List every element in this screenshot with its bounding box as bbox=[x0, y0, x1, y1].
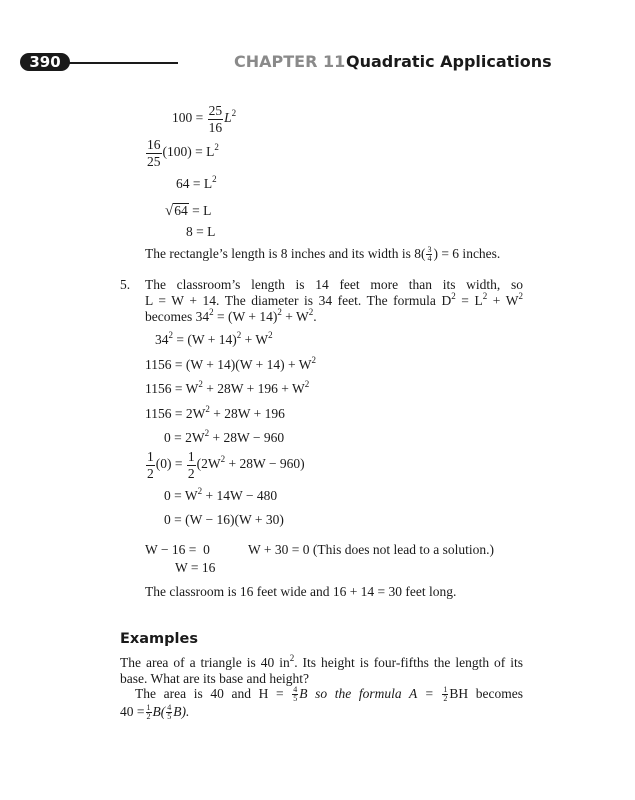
p5-equation-6: $\frac{1}{2}$ (0) = $\frac{1}{2}$ $(2W^2 + 28W - 960)$ bbox=[147, 449, 305, 481]
p5-equation-7: $0 = W^2 + 14W - 480$ bbox=[164, 486, 278, 503]
chapter-title: Quadratic Applications bbox=[346, 52, 552, 71]
p5-conclusion: The classroom is 16 feet wide and 16 + 14 = 30 feet long. bbox=[145, 584, 457, 599]
problem-text-line-2: L = W + 14. The diameter is 34 feet. The formula $D^2 = L^2 + W^2$ bbox=[145, 291, 523, 308]
example-line-2: base. What are its base and height? bbox=[120, 671, 310, 686]
page-number: 390 bbox=[29, 53, 61, 71]
part1-conclusion: The rectangle’s length is 8 inches and its width is 8( $\frac{3}{4}$ ) = 6 inches. bbox=[145, 245, 501, 264]
equation-4: √64 = L bbox=[165, 203, 212, 219]
problem-text-line-3: becomes $34^2 = (W + 14)^2 + W^2$. bbox=[145, 307, 317, 324]
p5-solution-right: W + 30 = 0 (This does not lead to a solution.) bbox=[248, 542, 494, 557]
example-line-1: The area of a triangle is 40 $in^2$. Its height is four-fifths the length of its bbox=[120, 653, 524, 670]
example-line-3: The area is 40 and H = $\frac{4}{5}$ B so the formula A = $\frac{1}{2}$ BH becomes bbox=[135, 685, 524, 704]
p5-equation-8: 0 = (W − 16)(W + 30) bbox=[164, 512, 284, 527]
equation-5: 8 = L bbox=[186, 224, 216, 239]
p5-equation-1: $34^2 = (W + 14)^2 + W^2$ bbox=[155, 330, 273, 347]
p5-solution-result: W = 16 bbox=[175, 560, 216, 575]
p5-equation-3: $1156 = W^2 + 28W + 196 + W^2$ bbox=[145, 379, 310, 396]
p5-solution-left: W − 16 = 0 bbox=[145, 542, 210, 557]
problem-text-line-1: The classroom’s length is 14 feet more than its width, so bbox=[145, 277, 523, 292]
equation-2: $\frac{16}{25}$ $(100) = L^2$ bbox=[147, 137, 219, 169]
equation-1: 100 = $\frac{25}{16}$ $L^2$ bbox=[172, 103, 237, 135]
p5-equation-5: $0 = 2W^2 + 28W - 960$ bbox=[164, 428, 285, 445]
chapter-label: CHAPTER 11 bbox=[234, 52, 346, 71]
p5-equation-4: $1156 = 2W^2 + 28W + 196$ bbox=[145, 404, 285, 421]
header-rule bbox=[68, 62, 178, 64]
problem-number: 5. bbox=[120, 277, 131, 292]
equation-3: $64 = L^2$ bbox=[176, 174, 217, 191]
examples-heading: Examples bbox=[120, 631, 198, 647]
p5-equation-2: $1156 = (W + 14)(W + 14) + W^2$ bbox=[145, 355, 316, 372]
example-line-4: 40 = $\frac{1}{2}$ B( $\frac{4}{5}$ B). bbox=[120, 703, 190, 722]
